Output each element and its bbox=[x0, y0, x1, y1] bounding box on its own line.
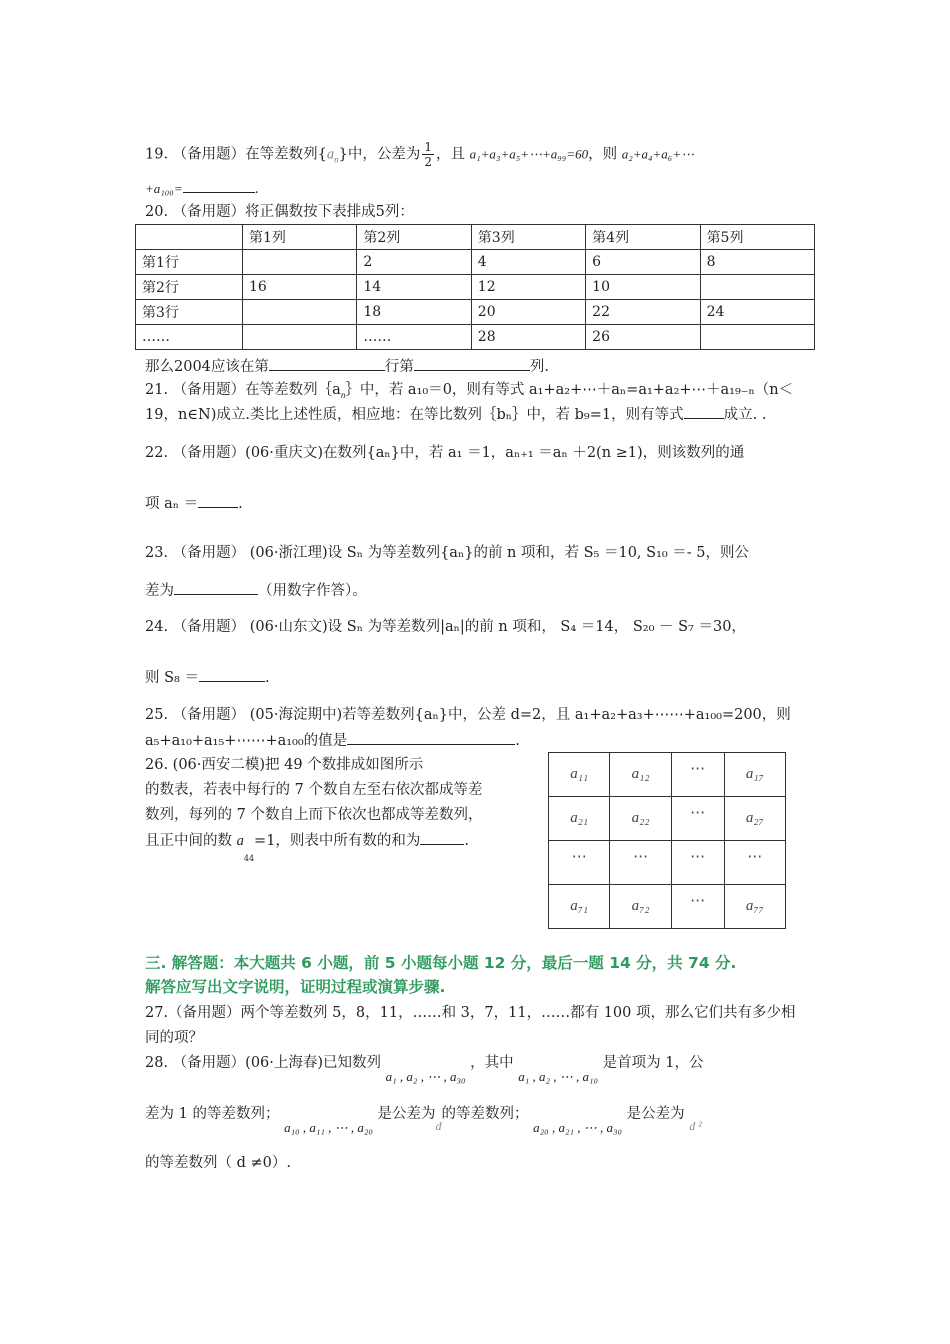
q28-line3: 的等差数列（ d ≠0）. bbox=[145, 1155, 291, 1171]
grid-row bbox=[549, 841, 786, 885]
grid-row bbox=[549, 885, 786, 929]
q28-seq2: a₁ , a₂ , ⋯ , a₁₀ bbox=[518, 1069, 599, 1084]
q23-line1: 23. （备用题） (06·浙江理)设 Sₙ 为等差数列{aₙ}的前 n 项和，若 S₅ ＝10, S₁₀ ＝- 5，则公 bbox=[145, 545, 750, 561]
q26-l2: 的数表，若表中每行的 7 个数自左至右依次都成等差 bbox=[145, 782, 483, 798]
q28-line1-a: 28. （备用题）(06·上海春)已知数列 bbox=[145, 1055, 382, 1071]
grid-cell: ⋯ bbox=[671, 885, 724, 929]
q23-line2-b: （用数字作答）。 bbox=[258, 583, 367, 599]
q26-l1: 26. (06·西安二模)把 49 个数排成如图所示 bbox=[145, 757, 424, 773]
section-heading-line2: 解答应写出文字说明，证明过程或演算步骤. bbox=[145, 978, 446, 996]
q23-line2-a: 差为 bbox=[145, 583, 174, 599]
q26-l4 bbox=[145, 830, 470, 863]
q26-l4b: =1，则表中所有数的和为 bbox=[254, 833, 421, 849]
q24-line2-text: 则 S₈ ＝ bbox=[145, 670, 199, 686]
table-header-cell bbox=[136, 225, 243, 250]
q20-stem: 20. （备用题）将正偶数按下表排成5列： bbox=[145, 204, 414, 220]
q24-line2-end: . bbox=[264, 670, 270, 686]
grid-row bbox=[549, 753, 786, 797]
q28-line2-b: 是公差为 bbox=[377, 1106, 436, 1122]
q22-line2-text: 项 aₙ ＝ bbox=[145, 496, 199, 512]
q19-text-a: 在等差数列{ bbox=[245, 146, 327, 163]
q19-line1 bbox=[145, 140, 694, 169]
grid-cell: ⋯ bbox=[671, 841, 724, 885]
q26-l3: 数列，每列的 7 个数自上而下依次也都成等差数列， bbox=[145, 807, 483, 823]
q19-line2-prefix: +a₁₀₀= bbox=[145, 181, 183, 196]
q23-line2 bbox=[145, 580, 367, 601]
q22-line2-end: . bbox=[238, 496, 243, 512]
q19-frac-num: 1 bbox=[424, 140, 433, 154]
grid-cell: a₇₇ bbox=[724, 885, 785, 929]
table-cell bbox=[700, 325, 814, 350]
q27-line2: 同的项？ bbox=[145, 1030, 203, 1046]
q28-line2-c: 的等差数列； bbox=[441, 1106, 529, 1122]
table-cell bbox=[243, 250, 357, 275]
table-header-cell: 第5列 bbox=[700, 225, 814, 250]
q20-after-a: 那么2004应该在第 bbox=[145, 359, 269, 375]
q19-text-c: ，且 bbox=[436, 146, 466, 163]
q26-var-sub: 44 bbox=[243, 853, 255, 863]
table-cell: 第1行 bbox=[136, 250, 243, 275]
table-header-row bbox=[136, 225, 815, 250]
table-cell: 第2行 bbox=[136, 275, 243, 300]
q19-text-b: }中，公差为 bbox=[338, 146, 421, 163]
grid-cell: ⋯ bbox=[724, 841, 785, 885]
q19-tag: （备用题） bbox=[172, 146, 246, 163]
q24-line1: 24. （备用题） (06·山东文)设 Sₙ 为等差数列|aₙ|的前 n 项和， S₄ ＝14， S₂₀ － S₇ ＝30， bbox=[145, 619, 746, 635]
number-grid-table bbox=[548, 752, 786, 929]
grid-cell: a₁₂ bbox=[610, 753, 671, 797]
table-cell: 16 bbox=[243, 275, 357, 300]
q28-d-squared: d ² bbox=[689, 1119, 702, 1133]
q21-answer-blank[interactable] bbox=[684, 404, 724, 419]
q28-line1-b: ，其中 bbox=[470, 1055, 514, 1071]
even-number-table bbox=[135, 224, 815, 350]
grid-cell: ⋯ bbox=[549, 841, 610, 885]
table-cell: 14 bbox=[357, 275, 471, 300]
q21-line1-b: ｝中，若 a₁₀＝0，则有等式 a₁+a₂+⋯＋aₙ=a₁+a₂+⋯＋a₁₉₋ₙ（n＜ bbox=[345, 382, 794, 398]
q20-after-c: 列. bbox=[529, 359, 550, 375]
grid-row bbox=[549, 797, 786, 841]
q28-seq3: a₁₀ , a₁₁ , ⋯ , a₂₀ bbox=[284, 1120, 373, 1135]
q26-l4a: 且正中间的数 bbox=[145, 833, 232, 849]
table-cell: 28 bbox=[471, 325, 585, 350]
q28-line2 bbox=[145, 1104, 702, 1135]
q24-answer-blank[interactable] bbox=[199, 667, 265, 682]
q25-answer-blank[interactable] bbox=[347, 730, 515, 745]
q26-var: a bbox=[236, 833, 244, 849]
q19-frac-den: 2 bbox=[424, 155, 433, 169]
table-cell: …… bbox=[136, 325, 243, 350]
table-cell: 10 bbox=[586, 275, 700, 300]
grid-cell: a₁₇ bbox=[724, 753, 785, 797]
q21-line2 bbox=[145, 404, 766, 425]
table-cell: 第3行 bbox=[136, 300, 243, 325]
q24-line2 bbox=[145, 667, 270, 688]
grid-cell: a₁₁ bbox=[549, 753, 610, 797]
q20-after-b: 行第 bbox=[384, 359, 414, 375]
q19-sum1: a₁+a₃+a₅+⋯+a₉₉=60 bbox=[469, 146, 589, 162]
q21-line1 bbox=[145, 380, 793, 405]
q28-line1-c: 是首项为 1，公 bbox=[602, 1055, 704, 1071]
table-cell: 12 bbox=[471, 275, 585, 300]
table-header-cell: 第3列 bbox=[471, 225, 585, 250]
q21-line2-text: 19，n∈N)成立.类比上述性质，相应地：在等比数列｛bₙ｝中，若 b₉=1，则有等式 bbox=[145, 407, 684, 423]
table-cell: 22 bbox=[586, 300, 700, 325]
grid-cell: a₂₁ bbox=[549, 797, 610, 841]
table-cell: …… bbox=[357, 325, 471, 350]
q25-line2-text: a₅+a₁₀+a₁₅+⋯⋯+a₁₀₀的值是 bbox=[145, 733, 348, 749]
grid-cell: ⋯ bbox=[671, 797, 724, 841]
table-cell: 8 bbox=[700, 250, 814, 275]
q28-seq1: a₁ , a₂ , ⋯ , a₃₀ bbox=[385, 1069, 466, 1084]
q19-sum2: a₂+a₄+a₆+⋯ bbox=[621, 146, 695, 162]
q21-line1-a: 21. （备用题）在等差数列｛a bbox=[145, 382, 341, 398]
table-cell bbox=[243, 300, 357, 325]
q23-answer-blank[interactable] bbox=[174, 580, 258, 595]
table-row bbox=[136, 250, 815, 275]
table-header-cell: 第2列 bbox=[357, 225, 471, 250]
q22-answer-blank[interactable] bbox=[198, 493, 238, 508]
grid-cell: ⋯ bbox=[610, 841, 671, 885]
q28-line2-a: 差为 1 的等差数列； bbox=[145, 1106, 280, 1122]
q19-text-d: ，则 bbox=[588, 146, 618, 163]
grid-cell: a₂₂ bbox=[610, 797, 671, 841]
q21-sub-n: n bbox=[340, 389, 346, 400]
section-heading-line1: 三. 解答题：本大题共 6 小题，前 5 小题每小题 12 分，最后一题 14 分，共 74 分. bbox=[145, 954, 737, 972]
table-header-cell: 第4列 bbox=[586, 225, 700, 250]
q25-line1: 25. （备用题） (05·海淀期中)若等差数列{aₙ}中，公差 d=2，且 a₁+a₂+a₃+⋯⋯+a₁₀₀=200，则 bbox=[145, 707, 791, 723]
q25-line2 bbox=[145, 730, 520, 751]
table-cell: 26 bbox=[586, 325, 700, 350]
table-cell: 24 bbox=[700, 300, 814, 325]
table-cell bbox=[700, 275, 814, 300]
grid-cell: a₇₁ bbox=[549, 885, 610, 929]
table-header-cell: 第1列 bbox=[243, 225, 357, 250]
grid-cell: a₂₇ bbox=[724, 797, 785, 841]
table-cell bbox=[243, 325, 357, 350]
table-cell: 4 bbox=[471, 250, 585, 275]
q28-line1 bbox=[145, 1053, 704, 1084]
table-row bbox=[136, 300, 815, 325]
table-row bbox=[136, 325, 815, 350]
q22-line2 bbox=[145, 493, 243, 514]
table-cell: 18 bbox=[357, 300, 471, 325]
q19-number: 19. bbox=[145, 146, 169, 163]
q19-answer-blank[interactable] bbox=[183, 178, 255, 193]
table-cell: 6 bbox=[586, 250, 700, 275]
q19-var: a bbox=[326, 146, 335, 163]
q20-after bbox=[145, 356, 549, 377]
q19-fraction bbox=[422, 140, 434, 169]
q20-row-blank[interactable] bbox=[269, 356, 385, 371]
q22-line1: 22. （备用题）(06·重庆文)在数列{aₙ}中，若 a₁ ＝1，aₙ₊₁ ＝aₙ ＋2(n ≥1)，则该数列的通 bbox=[145, 445, 745, 461]
grid-cell: ⋯ bbox=[671, 753, 724, 797]
q19-line2-end: . bbox=[254, 182, 259, 197]
q21-line2-end: 成立. . bbox=[723, 407, 767, 423]
q28-line2-d: 是公差为 bbox=[626, 1106, 685, 1122]
q20-col-blank[interactable] bbox=[414, 356, 530, 371]
table-cell: 2 bbox=[357, 250, 471, 275]
q19-sub: n bbox=[334, 154, 339, 165]
grid-cell: a₇₂ bbox=[610, 885, 671, 929]
q19-line2 bbox=[145, 178, 259, 200]
q28-seq4: a₂₀ , a₂₁ , ⋯ , a₃₀ bbox=[533, 1120, 623, 1135]
q26-l4-end: . bbox=[464, 833, 470, 849]
q26-answer-blank[interactable] bbox=[420, 830, 464, 845]
table-row bbox=[136, 275, 815, 300]
q25-line2-end: . bbox=[515, 733, 520, 749]
table-cell: 20 bbox=[471, 300, 585, 325]
q27-line1: 27.（备用题）两个等差数列 5，8，11，……和 3，7，11，……都有 100 项，那么它们共有多少相 bbox=[145, 1005, 796, 1021]
q28-d: d bbox=[435, 1119, 442, 1133]
